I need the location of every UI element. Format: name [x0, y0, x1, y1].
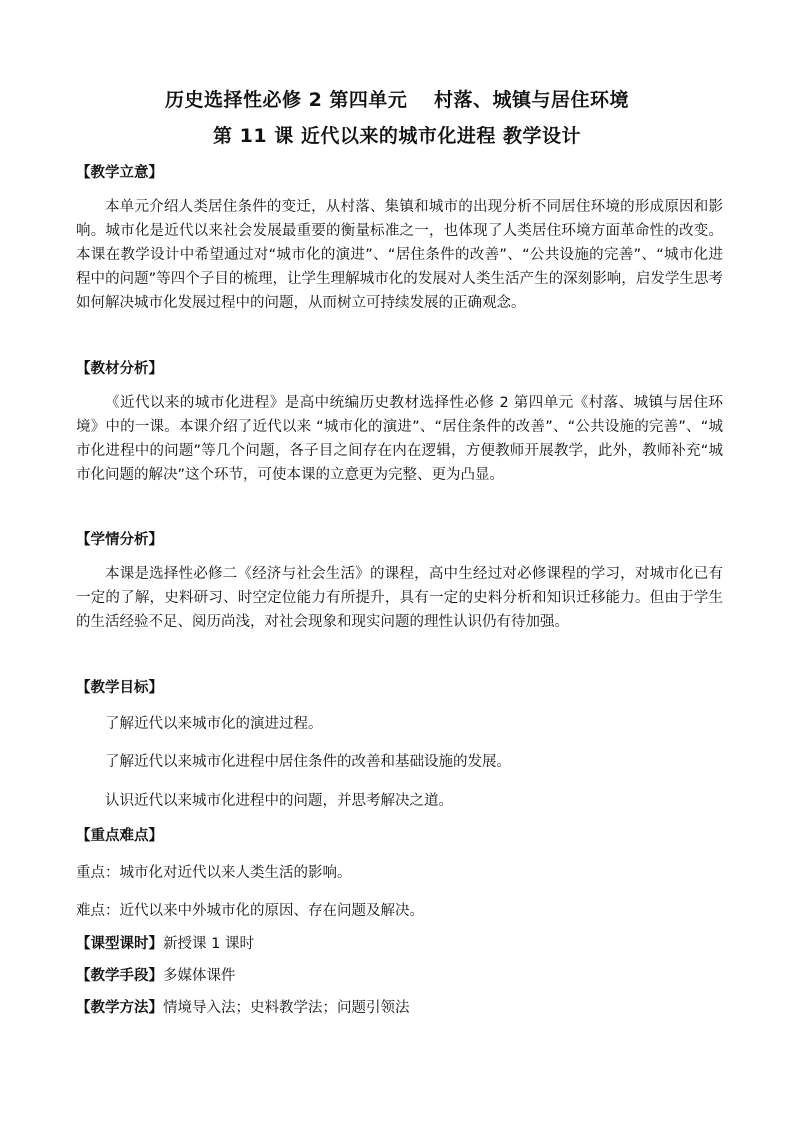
goal-item: 了解近代以来城市化的演进过程。	[105, 716, 323, 732]
teaching-means-row	[76, 964, 236, 985]
difficult-point: 难点：近代以来中外城市化的原因、存在问题及解决。	[76, 903, 424, 919]
purpose-paragraph: 本单元介绍人类居住条件的变迁，从村落、集镇和城市的出现分析不同居住环境的形成原因和影响。城市化是近代以来社会发展最重要的衡量标准之一，也体现了人类居住环境方面革命性的改变。本课在教学设计中希望通过对“城市化的演进”、“居住条件的改善”、“公共设施的完善”、“城市化进程中的问题”等四个子目的梳理，让学生理解城市化的发展对人类生活产生的深刻影响，启发学生思考如何解决城市化发展过程中的问题，从而树立可持续发展的正确观念。	[76, 199, 723, 311]
students-heading: 【学情分析】	[76, 532, 163, 548]
textbook-heading: 【教材分析】	[76, 361, 163, 377]
key-point: 重点：城市化对近代以来人类生活的影响。	[76, 865, 352, 881]
lesson-title: 第 11 课 近代以来的城市化进程 教学设计	[213, 125, 581, 147]
goal-item: 了解近代以来城市化进程中居住条件的改善和基础设施的发展。	[105, 754, 511, 770]
teaching-methods-row	[76, 996, 410, 1017]
lesson-type-value: 新授课 1 课时	[163, 936, 254, 952]
goals-heading: 【教学目标】	[76, 680, 163, 696]
textbook-paragraph: 《近代以来的城市化进程》是高中统编历史教材选择性必修 2 第四单元《村落、城镇与居住环境》中的一课。本课介绍了近代以来 “城市化的演进”、“居住条件的改善”、“公共设施的完善”、“城市化进程中的问题”等几个问题，各子目之间存在内在逻辑，方便教师开展教学，此外，教师补充“城市化问题的解决”这个环节，可使本课的立意更为完整、更为凸显。	[76, 395, 723, 483]
teaching-methods-value: 情境导入法；史料教学法；问题引领法	[163, 1000, 410, 1016]
purpose-heading: 【教学立意】	[76, 165, 163, 181]
teaching-means-label: 【教学手段】	[76, 968, 163, 984]
document-title: 历史选择性必修 2 第四单元 村落、城镇与居住环境	[164, 89, 630, 111]
teaching-methods-label: 【教学方法】	[76, 1000, 163, 1016]
students-paragraph: 本课是选择性必修二《经济与社会生活》的课程，高中生经过对必修课程的学习，对城市化已有一定的了解，史料研习、时空定位能力有所提升，具有一定的史料分析和知识迁移能力。但由于学生的生活经验不足、阅历尚浅，对社会现象和现实问题的理性认识仍有待加强。	[76, 566, 723, 630]
lesson-type-row	[76, 932, 254, 953]
lesson-type-label: 【课型课时】	[76, 936, 163, 952]
focus-heading: 【重点难点】	[76, 828, 163, 844]
teaching-means-value: 多媒体课件	[163, 968, 236, 984]
goal-item: 认识近代以来城市化进程中的问题，并思考解决之道。	[105, 793, 453, 809]
